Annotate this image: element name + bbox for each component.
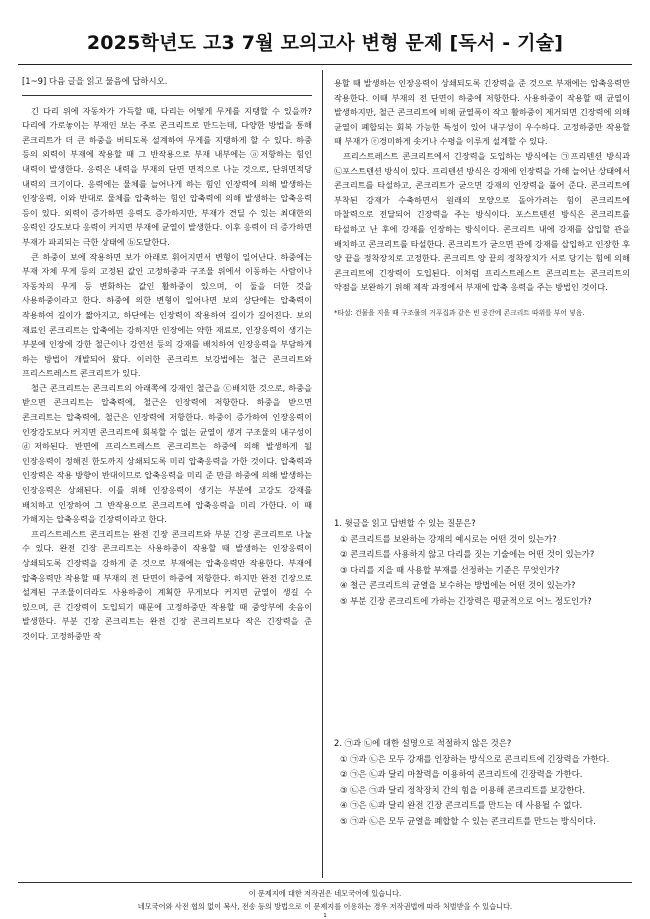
choice-item: ④ ㉠은 ㉡과 달리 완전 긴장 콘크리트를 만드는 데 사용될 수 없다. [340,800,583,811]
choice-item: ① ㉠과 ㉡은 모두 강재를 인장하는 방식으로 콘크리트에 긴장력을 가한다. [340,753,610,764]
passage-paragraph-1: 긴 다리 위에 자동차가 가득할 때, 다리는 어떻게 무게를 지탱할 수 있을까? 다리에 가로놓이는 부재인 보는 주로 콘크리트로 만드는데, 다양한 방법을 통해 콘크리트가 더 큰 하중을 버티도록 설계하여 무게를 지탱하게 할 수 있다. 하중 등의 외력이 부재에 작용할 때 그 반작용으로 부재 내부에는 ⓐ저항하는 힘인 내력이 발생한다. 응력은 내력을 부재의 단면 면적으로 나눈 것으로, 단위면적당 내력의 크기이다. 응력에는 물체를 늘어나게 하는 힘인 인장력에 의해 발생하는 인장응력, 이와 반대로 물체를 압축하는 힘인 압축력에 의해 발생하는 압축응력 등이 있다. 외력이 증가하면 응력도 증가하지만, 부재가 견딜 수 있는 최대한의 응력인 강도보다 응력이 커지면 부재에 균열이 발생한다. 이후 응력이 더 증가하면 부재가 파괴되는 극한 상태에 ⓑ도달한다. [22,105,312,247]
choice-item: ③ ㉡은 ㉠과 달리 정착장치 간의 힘을 이용해 콘크리트를 보강한다. [340,784,586,795]
choice-item: ③ 다리를 지을 때 사용할 부재를 선정하는 기준은 무엇인가? [340,564,560,575]
question-2 [334,736,630,830]
passage-paragraph-3: 철근 콘크리트는 콘크리트의 아래쪽에 강재인 철근을 ⓒ배치한 것으로, 하중을 받으면 콘크리트는 압축력에, 철근은 인장력에 저항한다. 하중을 받으면 콘크리트는 압축력에, 철근은 인장력에 저항한다. 하중이 증가하여 인장응력이 인장강도보다 커지면 콘크리트에 회복할 수 없는 균열이 생겨 구조물의 내구성이 ⓓ저하된다. 반면에 프리스트레스트 콘크리트는 하중에 의해 발생하게 될 인장응력이 정해진 한도까지 상쇄되도록 미리 압축응력을 가한 것이다. 압축력과 인장력은 작용 방향이 반대이므로 압축응력을 미리 준 만큼 하중에 의해 발생하는 인장응력은 상쇄된다. 이를 위해 인장응력이 생기는 부분에 고강도 강재를 배치하고 인장하여 그 반작용으로 콘크리트에 압축응력을 미리 가한다. 이 때 가해지는 압축응력을 긴장력이라고 한다. [22,382,312,525]
column-divider [322,70,323,878]
page-number: 1 [323,913,327,919]
copyright-warning: 네모국어와 사전 협의 없이 복사, 전송 등의 방법으로 이 문제지를 이용하는 경우 저작권법에 따라 처벌받을 수 있습니다. [137,902,513,911]
instruction-divider [22,95,312,96]
question-1 [334,516,630,610]
footer-divider [18,882,632,883]
choice-item: ② 콘크리트를 사용하지 않고 다리를 짓는 기술에는 어떤 것이 있는가? [340,549,595,560]
instruction-text: [1~9] 다음 글을 읽고 물음에 답하시오. [22,76,168,86]
choice-item: ④ 철근 콘크리트의 균열을 보수하는 방법에는 어떤 것이 있는가? [340,580,576,591]
copyright-notice: 이 문제지에 대한 저작권은 네모국어에 있습니다. [248,889,402,898]
page-title: 2025학년도 고3 7월 모의고사 변형 문제 [독서 - 기술] [86,32,564,54]
passage-left-column [22,74,312,644]
question-stem: 1. 윗글을 읽고 답변할 수 있는 질문은? [334,518,476,528]
footnote: *타설: 건물을 지을 때 구조물의 거푸집과 같은 빈 공간에 콘크리트 따위를 부어 넣음. [334,308,585,317]
choice-item: ② ㉠은 ㉡과 달리 마찰력을 이용하여 콘크리트에 긴장력을 가한다. [340,769,583,780]
passage-paragraph-2: 큰 하중이 보에 작용하면 보가 아래로 휘어지면서 변형이 일어난다. 하중에는 부재 자체 무게 등의 고정된 값인 고정하중과 구조물 위에서 이동하는 사람이나 자동차의 무게 등 변화하는 값인 활하중이 있으며, 이 둘을 더한 것을 사용하중이라고 한다. 하중에 의한 변형이 일어나면 보의 상단에는 압축력이 작용하여 길이가 짧아지고, 하단에는 인장력이 작용하여 길이가 길어진다. 보의 재료인 콘크리트는 압축에는 강하지만 인장에는 약한 재료로, 인장응력이 생기는 부분에 인장에 강한 철근이나 강연선 등의 강재를 배치하여 인장응력을 부담하게 하는 방법이 개발되어 왔다. 이러한 콘크리트 보강법에는 철근 콘크리트와 프리스트레스트 콘크리트가 있다. [22,251,312,379]
header-divider [18,64,632,65]
choice-item: ① 콘크리트를 보완하는 강재의 예시로는 어떤 것이 있는가? [340,533,557,544]
passage-paragraph-5: 용할 때 발생하는 인장응력이 상쇄되도록 긴장력을 준 것으로 부재에는 압축응력만 작용한다. 이때 부재의 전 단면이 하중에 저항한다. 사용하중이 작용할 때 균열이 발생하지만, 철근 콘크리트에 비해 균열폭이 작고 활하중이 제거되면 긴장력에 의해 균열이 폐합되는 회복 가능한 특성이 있어 내구성이 우수하다. 고정하중만 작용할 때 부재가 ⓔ경미하게 솟거나 수평을 이루게 설계할 수 있다. [334,78,630,147]
passage-right-column [334,76,630,319]
passage-paragraph-6: 프리스트레스트 콘크리트에서 긴장력을 도입하는 방식에는 ㉠프리텐션 방식과 ㉡포스트텐션 방식이 있다. 프리텐션 방식은 강재에 인장력을 가해 늘어난 상태에서 콘크리트를 타설하고, 콘크리트가 굳으면 강재의 인장력을 풀어 준다. 콘크리트에 부착된 강재가 수축하면서 원래의 모양으로 돌아가려는 힘이 콘크리트에 마찰력으로 전달되어 긴장력을 주는 방식이다. 포스트텐션 방식은 콘크리트를 타설하고 난 후에 강재를 인장하는 방식이다. 콘크리트 내에 강재를 삽입할 관을 배치하고 콘크리트를 타설한다. 콘크리트가 굳으면 관에 강재를 삽입하고 인장한 후 양 끝을 정착장치로 고정한다. 콘크리트 양 끝의 정착장치가 서로 당기는 힘에 의해 콘크리트에 긴장력이 도입된다. 이처럼 프리스트레스트 콘크리트는 콘크리트의 약점을 보완하기 위해 제작 과정에서 부재에 압축 응력을 주는 방법인 것이다. [334,150,630,293]
choice-item: ⑤ ㉠과 ㉡은 모두 균열을 폐합할 수 있는 콘크리트를 만드는 방식이다. [340,815,596,826]
passage-paragraph-4: 프리스트레스트 콘크리트는 완전 긴장 콘크리트와 부분 긴장 콘크리트로 나눌 수 있다. 완전 긴장 콘크리트는 사용하중이 작용할 때 발생하는 인장응력이 상쇄되도록 긴장력을 강하게 준 것으로 부재에는 압축응력만 작용한다. 부재에 압축응력만 작용할 때 부재의 전 단면이 하중에 저항한다. 하지만 완전 긴장으로 설계된 구조물이더라도 사용하중이 계획한 무게보다 커지면 균열이 생길 수 있으며, 큰 긴장력이 도입되기 때문에 고정하중만 작용할 때 중앙부에 솟음이 발생한다. 부분 긴장 콘크리트는 완전 긴장 콘크리트보다 작은 긴장력을 준 것이다. 고정하중만 작 [22,528,312,641]
question-stem: 2. ㉠과 ㉡에 대한 설명으로 적절하지 않은 것은? [334,738,512,748]
choice-item: ⑤ 부분 긴장 콘크리트에 가하는 긴장력은 평균적으로 어느 정도인가? [340,595,592,606]
